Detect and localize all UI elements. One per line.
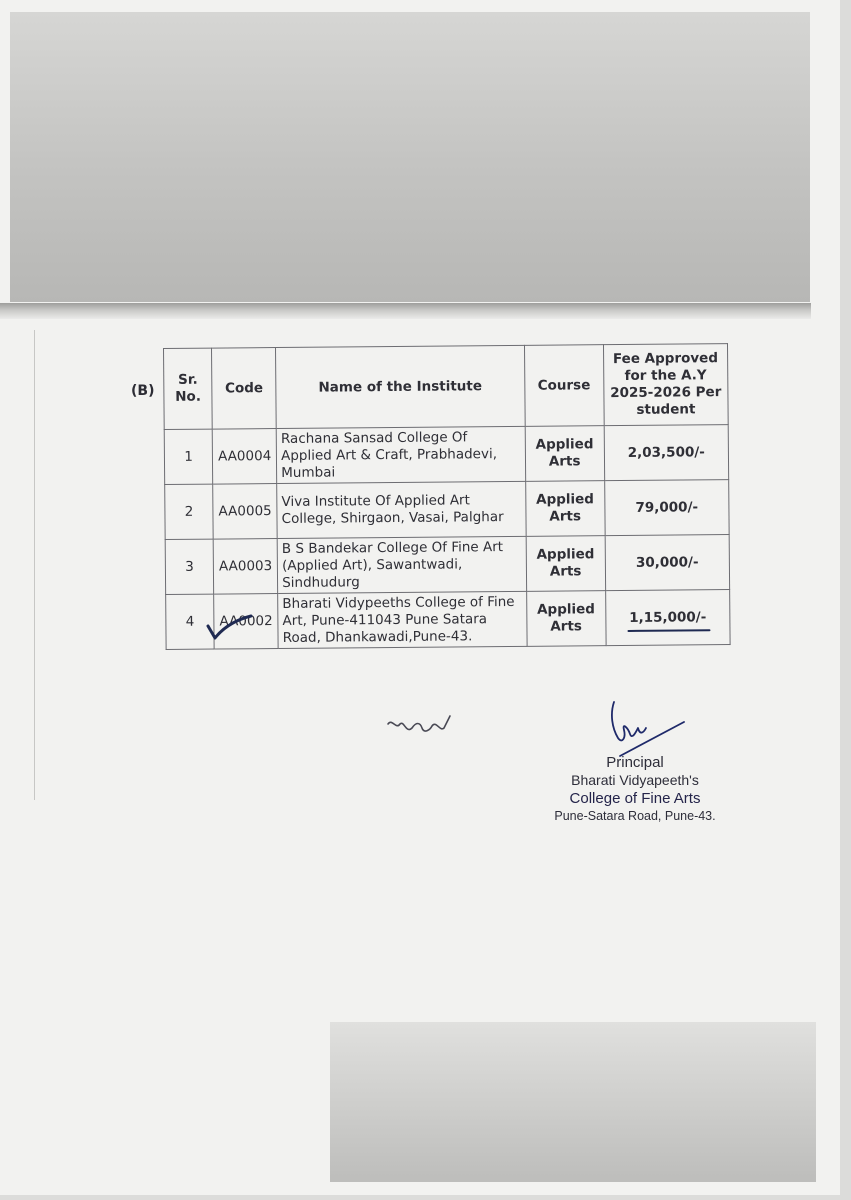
cell-institute-name: B S Bandekar College Of Fine Art (Applied Art), Sawantwadi, Sindhudurg xyxy=(277,536,526,593)
cell-sr-no: 1 xyxy=(164,429,213,484)
table-row xyxy=(165,535,729,595)
header-code: Code xyxy=(212,348,277,430)
cell-fee: 30,000/- xyxy=(605,535,730,591)
cell-fee: 2,03,500/- xyxy=(604,425,729,481)
photocopy-shadow-bottom xyxy=(330,1022,816,1182)
header-institute-name: Name of the Institute xyxy=(276,345,525,428)
principal-signature-icon xyxy=(600,698,690,760)
cell-institute-name: Viva Institute Of Applied Art College, Shirgaon, Vasai, Palghar xyxy=(277,481,526,538)
cell-institute-name: Rachana Sansad College Of Applied Art & Craft, Prabhadevi, Mumbai xyxy=(276,426,525,483)
cell-course: Applied Arts xyxy=(525,426,605,482)
cell-code: AA0003 xyxy=(213,539,277,595)
photocopy-shadow-top xyxy=(10,12,810,302)
margin-line xyxy=(34,330,35,800)
header-course: Course xyxy=(524,345,604,427)
table-header-row xyxy=(164,344,729,430)
table-row xyxy=(164,425,728,485)
seal-line-3: Pune-Satara Road, Pune-43. xyxy=(554,809,716,823)
cell-code: AA0005 xyxy=(213,484,277,540)
cell-course: Applied Arts xyxy=(525,481,605,537)
check-mark-icon xyxy=(205,614,255,642)
cell-code: AA0004 xyxy=(212,429,276,485)
cell-course: Applied Arts xyxy=(526,591,606,647)
fee-table xyxy=(163,343,731,650)
seal-title: Principal xyxy=(606,754,664,771)
cell-course: Applied Arts xyxy=(526,536,606,592)
header-sr-no: Sr. No. xyxy=(164,348,213,429)
cell-fee: 79,000/- xyxy=(604,480,729,536)
paper-fold xyxy=(0,303,811,319)
cell-sr-no: 3 xyxy=(165,539,214,594)
seal-line-1: Bharati Vidyapeeth's xyxy=(571,772,699,788)
handwritten-initials-icon xyxy=(384,712,456,742)
cell-fee xyxy=(605,590,730,646)
seal-line-2: College of Fine Arts xyxy=(569,790,701,807)
header-fee-approved: Fee Approved for the A.Y 2025-2026 Per student xyxy=(603,344,728,426)
cell-code: AA0002 xyxy=(214,594,278,650)
section-label: (B) xyxy=(131,383,155,399)
cell-institute-name: Bharati Vidypeeths College of Fine Art, Pune-411043 Pune Satara Road, Dhankawadi,Pune-43. xyxy=(278,591,527,648)
cell-sr-no: 4 xyxy=(166,594,215,649)
principal-seal xyxy=(540,754,730,823)
underlined-fee: 1,15,000/- xyxy=(629,608,707,626)
table-row xyxy=(165,480,729,540)
cell-sr-no: 2 xyxy=(165,484,214,539)
